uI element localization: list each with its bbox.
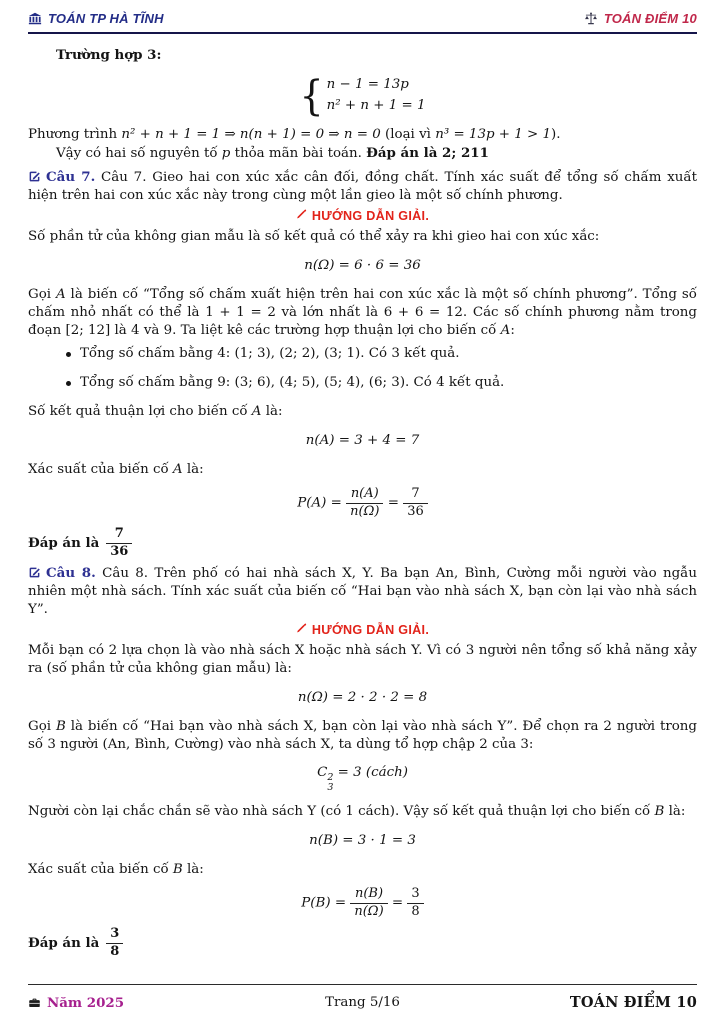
bank-icon bbox=[28, 12, 42, 26]
question-8-statement: Câu 8. Trên phố có hai nhà sách X, Y. Ba bạn An, Bình, Cường mỗi người vào ngẫu nhiên một nhà sách. Tính xác suất của biến cố “Hai bạn vào nhà sách X, bạn còn lại vào nhà sách Y”. bbox=[28, 566, 697, 618]
guide-heading-q8: HƯỚNG DẪN GIẢI. bbox=[28, 621, 697, 639]
footer-year-label: Năm 2025 bbox=[47, 995, 125, 1011]
fraction: $\frac{n(B)}{n(\Omega)}$ bbox=[350, 887, 387, 919]
question-8-label: Câu 8. bbox=[46, 565, 96, 582]
q8-paragraph-2: Gọi B là biến cố “Hai bạn vào nhà sách X, bạn còn lại vào nhà sách Y”. Để chọn ra 2 người trong số 3 người (An, Bình, Cường) vào nhà sách X, ta dùng tổ hợp chập 2 của 3: bbox=[28, 719, 697, 753]
fraction: $\frac{3}{8}$ bbox=[106, 927, 123, 959]
writing-pencil-icon bbox=[296, 623, 308, 634]
page-content bbox=[0, 34, 725, 959]
q7-paragraph-1: Số phần tử của không gian mẫu là số kết quả có thể xảy ra khi gieo hai con xúc xắc: bbox=[28, 229, 600, 244]
system-brace: { bbox=[299, 71, 324, 120]
sup-sub: 2 3 bbox=[327, 772, 334, 794]
case3-title: Trường hợp 3: bbox=[56, 47, 162, 63]
q8-equation-PB: P(B) = $\frac{n(B)}{n(\Omega)}$ = $\frac{3}{8}$ bbox=[28, 887, 697, 919]
system-eq2: n² + n + 1 = 1 bbox=[326, 98, 426, 113]
bullet-dot bbox=[66, 352, 71, 357]
equation-system bbox=[28, 71, 697, 120]
q7-equation-omega: n(Ω) = 6 · 6 = 36 bbox=[304, 258, 421, 273]
bullet-text: Tổng số chấm bằng 4: (1; 3), (2; 2), (3; 1). Có 3 kết quả. bbox=[80, 346, 460, 361]
page-footer bbox=[28, 984, 697, 1012]
system-eq1: n − 1 = 13p bbox=[326, 77, 409, 92]
footer-brand: TOÁN ĐIỂM 10 bbox=[569, 994, 697, 1011]
q8-equation-comb: C 2 3 = 3 (cách) bbox=[317, 765, 408, 794]
fraction: $\frac{3}{8}$ bbox=[407, 887, 423, 919]
case3-conclusion: Vậy có hai số nguyên tố p thỏa mãn bài toán. Đáp án là 2; 211 bbox=[56, 145, 489, 161]
question-8 bbox=[28, 564, 697, 619]
q8-paragraph-4: Xác suất của biến cố B là: bbox=[28, 862, 204, 878]
q8-paragraph-3: Người còn lại chắc chắn sẽ vào nhà sách Y (có 1 cách). Vậy số kết quả thuận lợi cho biến cố B là: bbox=[28, 804, 686, 820]
q7-equation-nA: n(A) = 3 + 4 = 7 bbox=[305, 433, 420, 448]
header-right-brand bbox=[584, 10, 697, 28]
bullet-dot bbox=[66, 381, 71, 386]
case3-answer: Đáp án là 2; 211 bbox=[366, 145, 489, 161]
question-7-label: Câu 7. bbox=[46, 169, 96, 185]
header-left-brand bbox=[28, 10, 164, 28]
bullet-text: Tổng số chấm bằng 9: (3; 6), (4; 5), (5; 4), (6; 3). Có 4 kết quả. bbox=[80, 375, 505, 390]
footer-page-number: Trang 5/16 bbox=[325, 995, 400, 1010]
list-item bbox=[28, 374, 697, 392]
q7-answer: Đáp án là $\frac{7}{36}$ bbox=[28, 527, 697, 559]
fraction: $\frac{n(A)}{n(\Omega)}$ bbox=[346, 487, 383, 519]
briefcase-icon bbox=[28, 997, 41, 1009]
writing-pencil-icon bbox=[296, 209, 308, 220]
list-item bbox=[28, 345, 697, 363]
question-7 bbox=[28, 168, 697, 205]
q8-equation-nB: n(B) = 3 · 1 = 3 bbox=[309, 833, 416, 849]
q8-answer: Đáp án là $\frac{3}{8}$ bbox=[28, 927, 697, 959]
header-left-title: TOÁN TP HÀ TĨNH bbox=[48, 11, 164, 26]
footer-year bbox=[28, 994, 251, 1012]
q7-bullet-list bbox=[28, 345, 697, 392]
q8-paragraph-1: Mỗi bạn có 2 lựa chọn là vào nhà sách X hoặc nhà sách Y. Vì có 3 người nên tổng số khả năng xảy ra (số phần tử của không gian mẫu) là: bbox=[28, 643, 697, 677]
fraction: $\frac{7}{36}$ bbox=[106, 527, 132, 559]
case3-paragraph: Phương trình n² + n + 1 = 1 ⇒ n(n + 1) = 0 ⇒ n = 0 (loại vì n³ = 13p + 1 > 1). bbox=[28, 127, 561, 142]
q8-equation-omega: n(Ω) = 2 · 2 · 2 = 8 bbox=[297, 690, 428, 706]
q7-equation-PA: P(A) = $\frac{n(A)}{n(\Omega)}$ = $\frac{7}{36}$ bbox=[28, 487, 697, 519]
fraction: $\frac{7}{36}$ bbox=[403, 487, 428, 519]
pen-square-icon bbox=[28, 566, 41, 579]
q7-paragraph-4: Xác suất của biến cố A là: bbox=[28, 462, 204, 477]
scales-icon bbox=[584, 12, 598, 26]
q7-paragraph-3: Số kết quả thuận lợi cho biến cố A là: bbox=[28, 404, 283, 419]
header-right-title: TOÁN ĐIỂM 10 bbox=[603, 11, 697, 26]
pen-square-icon bbox=[28, 170, 41, 183]
page-header bbox=[28, 0, 697, 34]
q7-paragraph-2: Gọi A là biến cố “Tổng số chấm xuất hiện trên hai con xúc xắc là một số chính phương”. Tổng số chấm nhỏ nhất có thể là 1 + 1 = 2 và lớn nhất là 6 + 6 = 12. Các số chính phương nằm trong đoạn [2; 12] là 4 và 9. Ta liệt kê các trường hợp thuận lợi cho biến cố A: bbox=[28, 287, 697, 338]
question-7-statement: Câu 7. Gieo hai con xúc xắc cân đối, đồng chất. Tính xác suất để tổng số chấm xuất hiện trên hai con xúc xắc này trong cùng một lần gieo là một số chính phương. bbox=[28, 170, 697, 203]
guide-heading-q7: HƯỚNG DẪN GIẢI. bbox=[28, 207, 697, 225]
